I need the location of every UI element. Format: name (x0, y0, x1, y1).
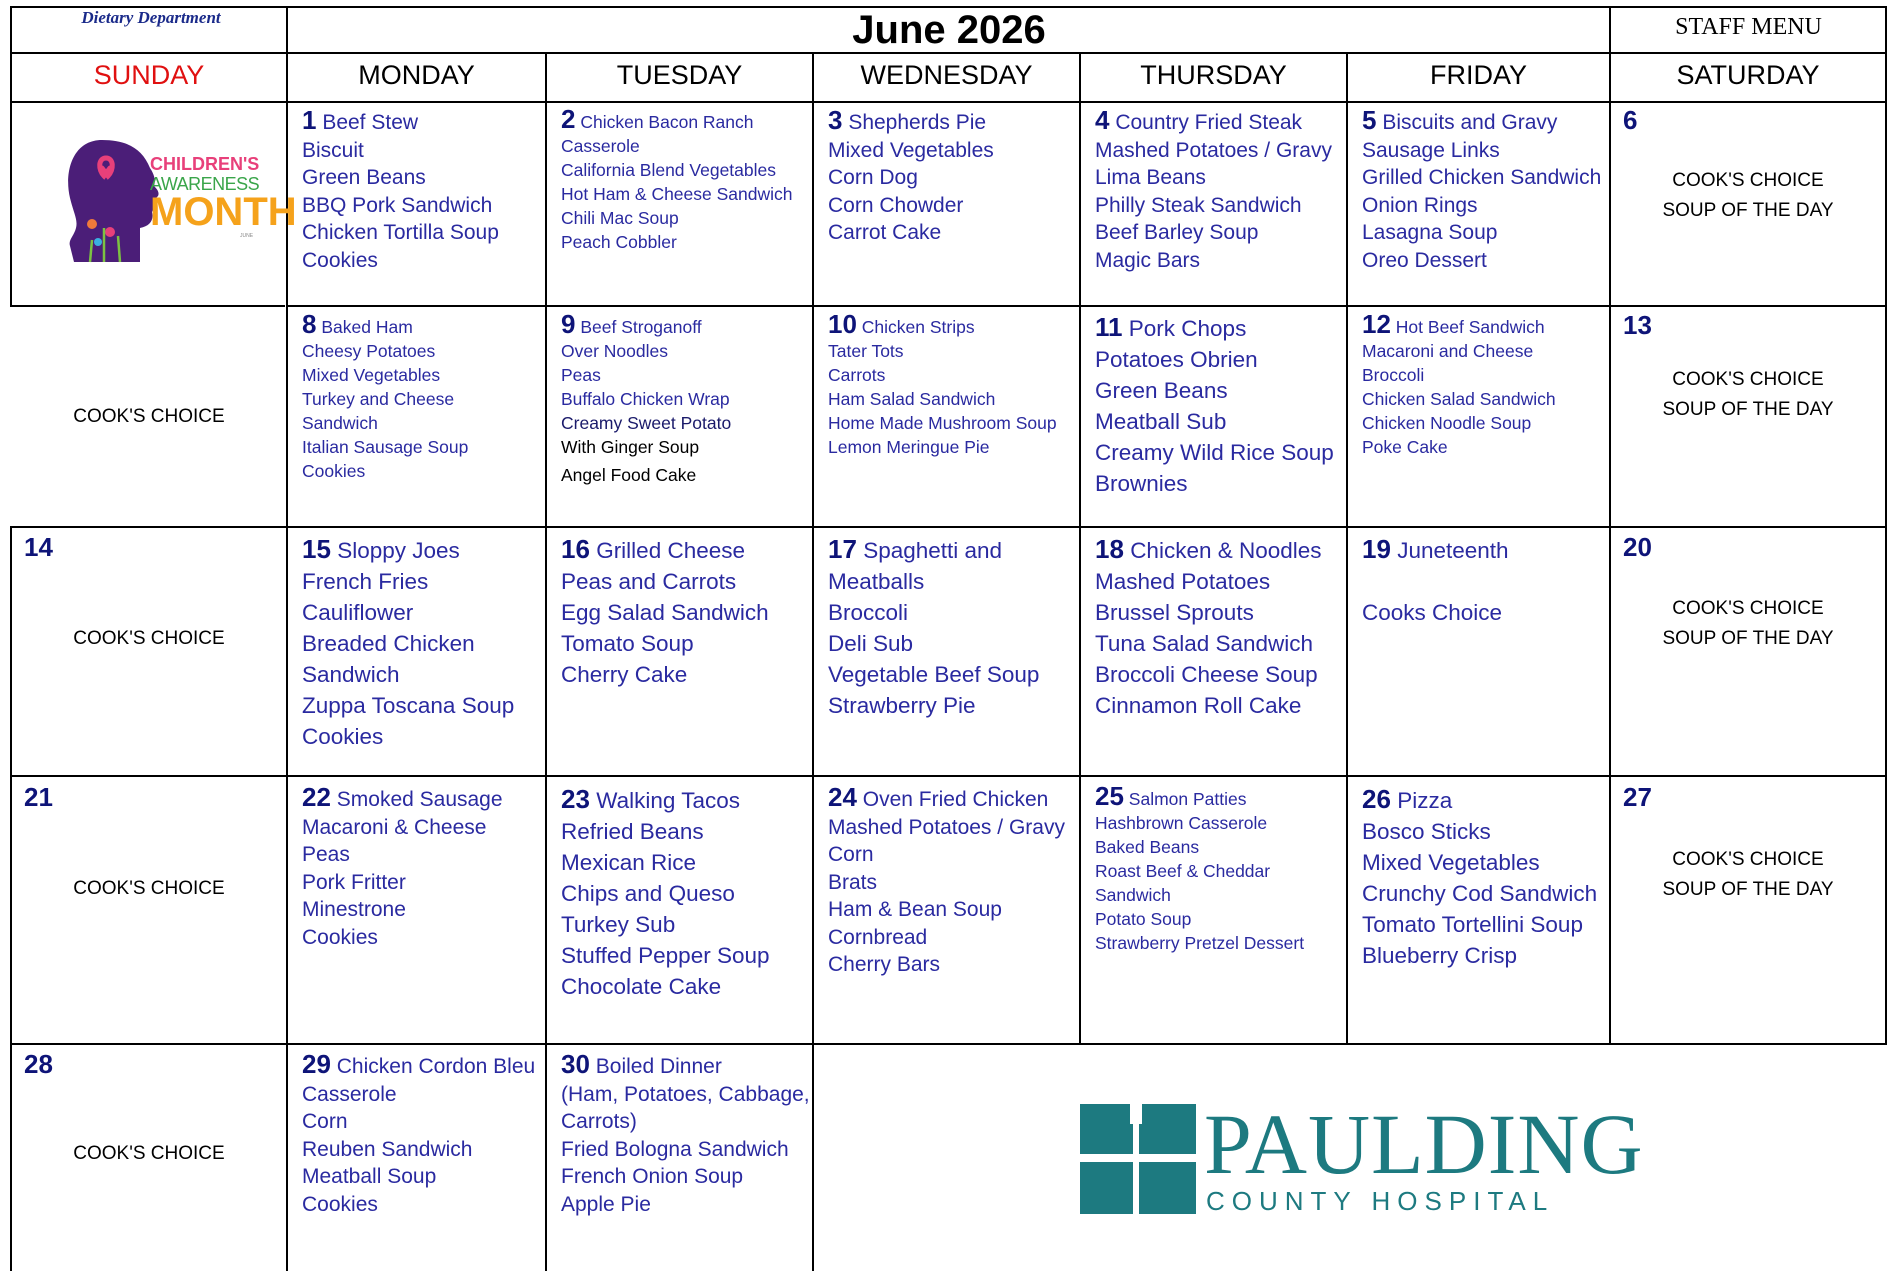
day-number: 8 (302, 309, 317, 339)
menu-item: Mexican Rice (561, 850, 697, 875)
day-cell (814, 531, 1079, 721)
menu-item: Grilled Chicken Sandwich (1362, 166, 1602, 189)
day-cell (814, 104, 1079, 247)
menu-item: Cornbread (828, 925, 928, 949)
cooks-choice-label: COOK'S CHOICE (1672, 369, 1824, 390)
menu-item: Baked Beans (1095, 837, 1200, 857)
menu-item: Chili Mac Soup (561, 208, 679, 228)
menu-item: Mixed Vegetables (828, 138, 994, 162)
day-number: 25 (1095, 781, 1124, 811)
menu-item: Baked Ham (321, 317, 413, 337)
menu-item: Philly Steak Sandwich (1095, 193, 1302, 217)
menu-item (1362, 566, 1609, 597)
menu-type-label: STAFF MENU (1675, 14, 1822, 40)
grid-line (10, 526, 287, 528)
day-number: 5 (1362, 105, 1377, 135)
grid-line (10, 6, 12, 307)
menu-item: Casserole (302, 1082, 397, 1106)
menu-item: Tuna Salad Sandwich (1095, 631, 1314, 656)
day-cell (547, 1048, 812, 1218)
day-number: 21 (24, 782, 53, 812)
cooks-choice-label: COOK'S CHOICE (1672, 170, 1824, 191)
day-cell (1081, 104, 1346, 274)
menu-item: Cookies (302, 1192, 378, 1216)
menu-item: Stuffed Pepper Soup (561, 943, 770, 968)
menu-item: Carrot Cake (828, 221, 942, 244)
menu-item: Peas and Carrots (561, 569, 737, 594)
day-number: 22 (302, 782, 331, 812)
menu-item: Italian Sausage Soup (302, 437, 469, 457)
menu-item: Buffalo Chicken Wrap (561, 389, 730, 409)
day-number: 20 (1623, 532, 1652, 562)
menu-item: Meatballs (828, 569, 925, 594)
day-number: 11 (1095, 312, 1123, 342)
menu-item: Chicken & Noodles (1130, 538, 1322, 563)
menu-item: Vegetable Beef Soup (828, 662, 1040, 687)
awareness-line1: CHILDREN'S (150, 154, 260, 174)
menu-item: Potatoes Obrien (1095, 347, 1258, 372)
day-cell (288, 104, 545, 274)
day-cell (814, 309, 1079, 459)
day-header-saturday: SATURDAY (1676, 60, 1820, 90)
hospital-logo (1080, 1096, 1644, 1220)
day-number: 24 (828, 782, 857, 812)
menu-item: Shepherds Pie (848, 111, 987, 134)
menu-item: Broccoli (828, 600, 909, 625)
menu-item: Chicken Cordon Bleu (336, 1055, 536, 1078)
menu-item: Beef Barley Soup (1095, 221, 1259, 244)
menu-item: Over Noodles (561, 341, 668, 361)
menu-item: Grilled Cheese (596, 538, 746, 563)
grid-line (10, 775, 1887, 777)
menu-item: Cooks Choice (1362, 600, 1503, 625)
menu-item: Turkey and Cheese (302, 389, 455, 409)
day-cell (547, 781, 812, 1002)
menu-item: Mashed Potatoes / Gravy (828, 815, 1065, 839)
day-number: 1 (302, 105, 317, 135)
day-number: 30 (561, 1049, 590, 1079)
grid-line (10, 101, 1887, 103)
menu-item: Corn Dog (828, 166, 918, 189)
day-number: 6 (1623, 105, 1638, 135)
hospital-cross-icon (1080, 1104, 1196, 1214)
menu-item: Juneteenth (1397, 538, 1509, 563)
menu-item: Lasagna Soup (1362, 221, 1498, 244)
menu-item: Poke Cake (1362, 437, 1448, 457)
menu-item: Oven Fried Chicken (862, 788, 1049, 811)
day-number: 12 (1362, 309, 1391, 339)
day-cell (1348, 531, 1609, 628)
menu-item: Beef Stew (322, 111, 419, 134)
soup-of-day-label: SOUP OF THE DAY (1662, 628, 1834, 649)
menu-item: Lemon Meringue Pie (828, 437, 990, 457)
menu-item: Crunchy Cod Sandwich (1362, 881, 1598, 906)
menu-item: Boiled Dinner (595, 1055, 722, 1078)
menu-item: Magic Bars (1095, 248, 1201, 272)
menu-item: Tater Tots (828, 341, 904, 361)
menu-item: Chicken Salad Sandwich (1362, 389, 1556, 409)
day-cell (1081, 781, 1346, 955)
day-cell (547, 531, 812, 690)
menu-item: Minestrone (302, 898, 406, 921)
menu-item: Hot Ham & Cheese Sandwich (561, 184, 793, 204)
menu-item: Cookies (302, 248, 378, 272)
menu-item: Green Beans (302, 166, 426, 189)
menu-item: Chicken Strips (861, 317, 975, 337)
menu-item: Chicken Bacon Ranch (580, 112, 754, 132)
menu-item: Meatball Soup (302, 1165, 437, 1188)
day-cell (547, 104, 812, 254)
menu-item: Chicken Noodle Soup (1362, 413, 1532, 433)
menu-item: Biscuit (302, 138, 364, 162)
menu-item: French Fries (302, 569, 429, 594)
menu-item: Cinnamon Roll Cake (1095, 693, 1302, 718)
day-header-friday: FRIDAY (1429, 60, 1527, 90)
menu-item: With Ginger Soup (561, 437, 700, 457)
menu-item: Turkey Sub (561, 912, 676, 937)
day-number: 28 (24, 1049, 53, 1079)
menu-item: Mixed Vegetables (1362, 850, 1540, 875)
menu-item: Tomato Soup (561, 631, 694, 656)
menu-item: Green Beans (1095, 378, 1228, 403)
menu-item: Tomato Tortellini Soup (1362, 912, 1583, 937)
menu-item: Sandwich (1095, 885, 1171, 905)
cooks-choice-label: COOK'S CHOICE (73, 1143, 225, 1164)
day-number: 27 (1623, 782, 1652, 812)
menu-item: Bosco Sticks (1362, 819, 1491, 844)
cooks-choice-label: COOK'S CHOICE (73, 628, 225, 649)
menu-item: Roast Beef & Cheddar (1095, 861, 1271, 881)
menu-item: Biscuits and Gravy (1382, 111, 1558, 134)
day-cell (288, 531, 545, 752)
day-number: 18 (1095, 534, 1124, 564)
menu-item: Hot Beef Sandwich (1395, 317, 1545, 337)
awareness-line2: AWARENESS (150, 174, 260, 194)
menu-item: Sandwich (302, 662, 400, 687)
menu-item: Cheesy Potatoes (302, 341, 436, 361)
day-number: 23 (561, 784, 590, 814)
menu-item: Spaghetti and (863, 538, 1003, 563)
menu-item: Chicken Tortilla Soup (302, 221, 499, 244)
day-header-wednesday: WEDNESDAY (860, 60, 1033, 90)
menu-item: Brownies (1095, 471, 1188, 496)
grid-line (10, 1043, 1887, 1045)
soup-of-day-label: SOUP OF THE DAY (1662, 399, 1834, 420)
grid-line (10, 305, 285, 307)
menu-item: Walking Tacos (596, 788, 740, 813)
cooks-choice-label: COOK'S CHOICE (73, 878, 225, 899)
menu-item: Broccoli (1362, 365, 1425, 385)
menu-item: Lima Beans (1095, 166, 1206, 189)
menu-item: Deli Sub (828, 631, 914, 656)
menu-item: Cherry Bars (828, 953, 941, 976)
cooks-choice-label: COOK'S CHOICE (1672, 598, 1824, 619)
day-cell (814, 781, 1079, 979)
menu-item: Corn Chowder (828, 193, 964, 217)
menu-item: Peas (302, 843, 350, 866)
menu-item: Egg Salad Sandwich (561, 600, 769, 625)
menu-item: Apple Pie (561, 1192, 651, 1216)
menu-item: Cherry Cake (561, 662, 688, 687)
hospital-name: PAULDING (1204, 1096, 1644, 1192)
menu-item: Peas (561, 365, 601, 385)
day-number: 19 (1362, 534, 1391, 564)
menu-item: Strawberry Pie (828, 693, 976, 718)
menu-item: Sandwich (302, 413, 378, 433)
menu-item: Ham Salad Sandwich (828, 389, 996, 409)
day-cell (547, 309, 812, 487)
menu-item: Salmon Patties (1128, 789, 1247, 809)
day-number: 17 (828, 534, 857, 564)
menu-item: Breaded Chicken (302, 631, 475, 656)
soup-of-day-label: SOUP OF THE DAY (1662, 879, 1834, 900)
menu-item: Smoked Sausage (336, 788, 503, 811)
menu-item: California Blend Vegetables (561, 160, 777, 180)
cooks-choice-label: COOK'S CHOICE (73, 406, 225, 427)
department-label: Dietary Department (81, 8, 221, 27)
day-cell (288, 309, 545, 483)
day-number: 14 (24, 532, 53, 562)
awareness-line3: MONTH (150, 190, 297, 234)
menu-item: Broccoli Cheese Soup (1095, 662, 1318, 687)
day-number: 10 (828, 309, 857, 339)
menu-item: Home Made Mushroom Soup (828, 413, 1057, 433)
day-number: 3 (828, 105, 843, 135)
day-number: 16 (561, 534, 590, 564)
day-cell (288, 1048, 545, 1218)
day-cell (1348, 309, 1609, 459)
menu-item: Peach Cobbler (561, 232, 677, 252)
menu-item: Corn (302, 1110, 348, 1133)
day-number: 29 (302, 1049, 331, 1079)
menu-item: Cookies (302, 724, 384, 749)
menu-item: Brussel Sprouts (1095, 600, 1254, 625)
menu-item: Creamy Sweet Potato (561, 413, 732, 433)
day-header-monday: MONDAY (358, 60, 475, 90)
menu-item: Ham & Bean Soup (828, 898, 1002, 921)
menu-item: Corn (828, 843, 874, 866)
grid-line (287, 305, 1887, 307)
menu-item: Potato Soup (1095, 909, 1192, 929)
day-number: 2 (561, 104, 576, 134)
menu-item: Blueberry Crisp (1362, 943, 1518, 968)
menu-item: Hashbrown Casserole (1095, 813, 1268, 833)
day-number: 13 (1623, 310, 1652, 340)
day-cell (288, 781, 545, 951)
menu-item: Sloppy Joes (337, 538, 460, 563)
menu-item: Oreo Dessert (1362, 248, 1487, 272)
day-number: 15 (302, 534, 331, 564)
grid-line (287, 526, 1887, 528)
menu-item: Mashed Potatoes (1095, 569, 1271, 594)
day-number: 4 (1095, 105, 1110, 135)
menu-item: Strawberry Pretzel Dessert (1095, 933, 1305, 953)
menu-item: Reuben Sandwich (302, 1137, 473, 1161)
day-cell (1081, 309, 1346, 499)
menu-item: (Ham, Potatoes, Cabbage, (561, 1082, 810, 1106)
menu-item: Pizza (1397, 788, 1453, 813)
menu-item: Meatball Sub (1095, 409, 1227, 434)
menu-item: Fried Bologna Sandwich (561, 1137, 789, 1161)
menu-item: Carrots (828, 365, 886, 385)
menu-item: Refried Beans (561, 819, 704, 844)
menu-item: Mixed Vegetables (302, 365, 441, 385)
awareness-small: JUNE (240, 233, 254, 239)
day-cell (1081, 531, 1346, 721)
menu-item: Casserole (561, 136, 640, 156)
menu-item: Cauliflower (302, 600, 414, 625)
day-header-tuesday: TUESDAY (616, 60, 743, 90)
menu-item: French Onion Soup (561, 1165, 744, 1188)
page-title: June 2026 (852, 8, 1046, 52)
menu-item: Cookies (302, 461, 366, 481)
menu-item: Zuppa Toscana Soup (302, 693, 515, 718)
menu-item: Country Fried Steak (1115, 111, 1303, 134)
menu-item: Cookies (302, 925, 378, 949)
menu-item: Chips and Queso (561, 881, 735, 906)
menu-item: Mashed Potatoes / Gravy (1095, 138, 1332, 162)
day-header-thursday: THURSDAY (1140, 60, 1287, 90)
menu-item: Onion Rings (1362, 193, 1478, 217)
hospital-subtitle: COUNTY HOSPITAL (1206, 1186, 1555, 1216)
menu-item: Pork Chops (1128, 316, 1247, 341)
soup-of-day-label: SOUP OF THE DAY (1662, 200, 1834, 221)
menu-item: Sausage Links (1362, 138, 1500, 162)
day-cell (1348, 104, 1609, 274)
day-header-sunday: SUNDAY (93, 60, 205, 90)
menu-item: Beef Stroganoff (580, 317, 702, 337)
menu-item: Angel Food Cake (561, 465, 697, 485)
menu-item: Chocolate Cake (561, 974, 722, 999)
menu-item: BBQ Pork Sandwich (302, 193, 493, 217)
menu-item: Carrots) (561, 1110, 637, 1133)
menu-item: Creamy Wild Rice Soup (1095, 440, 1334, 465)
day-number: 9 (561, 309, 576, 339)
menu-item: Macaroni and Cheese (1362, 341, 1534, 361)
menu-item: Macaroni & Cheese (302, 815, 487, 839)
day-cell (1348, 781, 1609, 971)
cooks-choice-label: COOK'S CHOICE (1672, 849, 1824, 870)
menu-item: Pork Fritter (302, 870, 406, 894)
menu-item: Brats (828, 870, 878, 894)
day-number: 26 (1362, 784, 1391, 814)
